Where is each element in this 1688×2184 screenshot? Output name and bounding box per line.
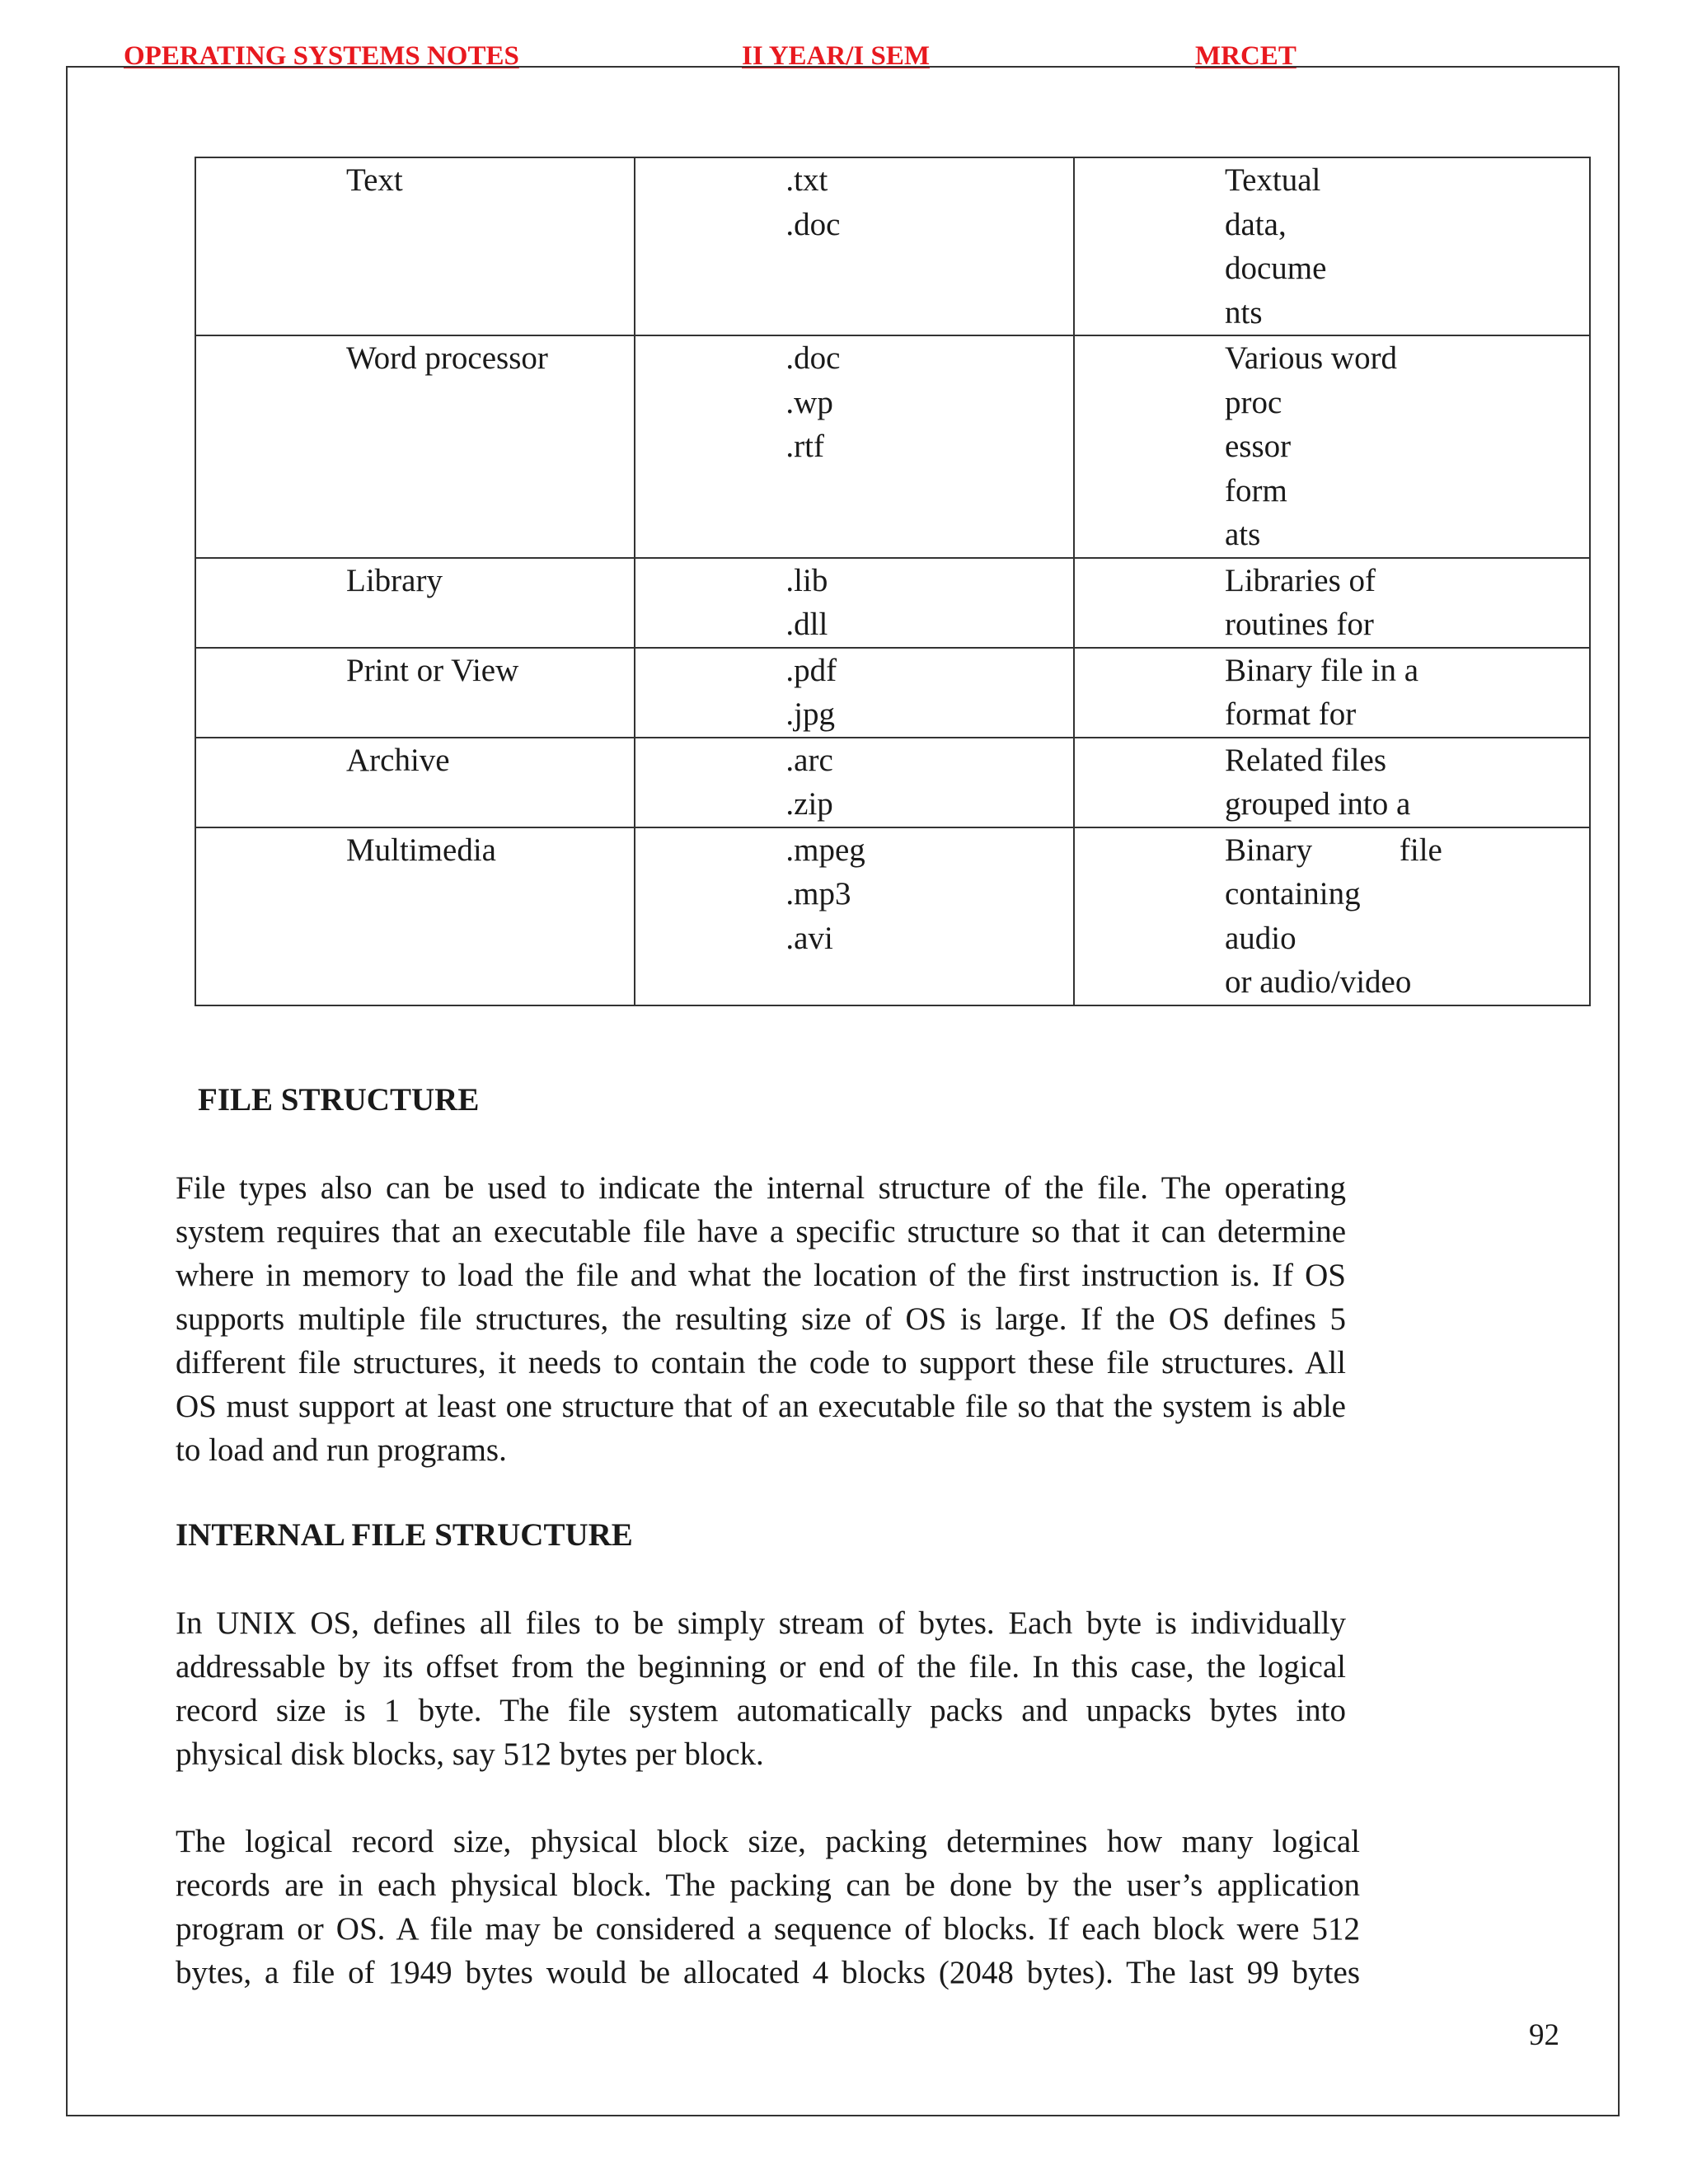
extension: .txt <box>785 162 828 198</box>
header-year-semester: II YEAR/I SEM <box>742 41 930 71</box>
function-text: routines for <box>1225 607 1374 642</box>
table-row <box>195 558 1590 648</box>
extensions-cell <box>635 738 1074 827</box>
paragraph-line: system requires that an executable file have a specific structure so that it can determine <box>176 1214 1346 1249</box>
function-text: format for <box>1225 696 1357 732</box>
paragraph-line: to load and run programs. <box>176 1432 507 1468</box>
extensions-cell <box>635 827 1074 1005</box>
internal-structure-paragraph-1 <box>176 1601 1346 1776</box>
file-type-cell <box>195 335 635 558</box>
function-cell <box>1074 738 1590 827</box>
function-text: Libraries of <box>1225 562 1376 598</box>
function-text: proc <box>1225 384 1282 420</box>
extension: .pdf <box>785 652 837 688</box>
file-type-cell <box>195 558 635 648</box>
function-text: audio <box>1225 920 1296 956</box>
function-cell <box>1074 827 1590 1005</box>
extension: .avi <box>785 920 833 956</box>
table-row <box>195 827 1590 1005</box>
function-text: containing <box>1225 876 1361 912</box>
function-cell <box>1074 558 1590 648</box>
file-type-name: Archive <box>346 742 450 778</box>
extension: .lib <box>785 562 828 598</box>
file-type-name: Multimedia <box>346 832 496 868</box>
table-row <box>195 335 1590 558</box>
function-text: form <box>1225 472 1287 509</box>
function-text: essor <box>1225 429 1292 464</box>
function-text: Binary file <box>1225 832 1442 868</box>
paragraph-line: File types also can be used to indicate the internal structure of the file. The operating <box>176 1170 1346 1206</box>
extension: .dll <box>785 607 828 642</box>
function-text: grouped into a <box>1225 786 1411 822</box>
extension: .mpeg <box>785 832 865 868</box>
function-text: data, <box>1225 206 1287 242</box>
file-structure-paragraph <box>176 1166 1346 1472</box>
paragraph-line: physical disk blocks, say 512 bytes per block. <box>176 1736 764 1772</box>
paragraph-line: The logical record size, physical block size, packing determines how many logical <box>176 1824 1360 1859</box>
function-cell <box>1074 157 1590 335</box>
paragraph-line: where in memory to load the file and what the location of the first instruction is. If OS <box>176 1258 1346 1293</box>
paragraph-line: addressable by its offset from the beginning or end of the file. In this case, the logical <box>176 1649 1346 1685</box>
function-text: docume <box>1225 251 1327 286</box>
extensions-cell <box>635 648 1074 738</box>
internal-file-structure-heading: INTERNAL FILE STRUCTURE <box>176 1517 633 1553</box>
function-text: or audio/video <box>1225 964 1412 1000</box>
function-text: nts <box>1225 294 1263 330</box>
paragraph-line: OS must support at least one structure that of an executable file so that the system is able <box>176 1389 1346 1424</box>
file-type-cell <box>195 157 635 335</box>
extensions-cell <box>635 558 1074 648</box>
extension: .jpg <box>785 696 835 732</box>
function-text: Binary file in a <box>1225 652 1419 688</box>
header-institution: MRCET <box>1195 41 1296 71</box>
file-type-cell <box>195 648 635 738</box>
function-text: ats <box>1225 517 1261 552</box>
paragraph-line: different file structures, it needs to contain the code to support these file structures. All <box>176 1345 1346 1380</box>
paragraph-line: records are in each physical block. The packing can be done by the user’s application <box>176 1868 1360 1903</box>
paragraph-line: program or OS. A file may be considered a sequence of blocks. If each block were 512 <box>176 1911 1360 1947</box>
paragraph-line: bytes, a file of 1949 bytes would be allocated 4 blocks (2048 bytes). The last 99 bytes <box>176 1955 1360 1990</box>
extension: .doc <box>785 206 841 242</box>
page-number: 92 <box>1529 2018 1559 2052</box>
function-text: Textual <box>1225 162 1321 198</box>
table-row <box>195 738 1590 827</box>
function-text: Various word <box>1225 340 1398 376</box>
extensions-cell <box>635 157 1074 335</box>
file-type-name: Print or View <box>346 652 519 688</box>
extension: .mp3 <box>785 876 851 912</box>
paragraph-line: In UNIX OS, defines all files to be simply stream of bytes. Each byte is individually <box>176 1605 1346 1641</box>
file-types-table <box>195 157 1591 1006</box>
file-structure-heading: FILE STRUCTURE <box>198 1082 480 1118</box>
extension: .zip <box>785 786 833 822</box>
paragraph-line: record size is 1 byte. The file system automatically packs and unpacks bytes into <box>176 1693 1346 1728</box>
extension: .rtf <box>785 429 824 464</box>
function-text: Related files <box>1225 742 1387 778</box>
paragraph-line: supports multiple file structures, the resulting size of OS is large. If the OS defines 5 <box>176 1301 1346 1337</box>
function-cell <box>1074 335 1590 558</box>
extensions-cell <box>635 335 1074 558</box>
function-cell <box>1074 648 1590 738</box>
file-type-name: Word processor <box>346 340 548 376</box>
internal-structure-paragraph-2 <box>176 1820 1360 1994</box>
extension: .wp <box>785 384 833 420</box>
file-type-cell <box>195 738 635 827</box>
header-course-title: OPERATING SYSTEMS NOTES <box>124 41 519 71</box>
table-row <box>195 157 1590 335</box>
file-type-cell <box>195 827 635 1005</box>
table-row <box>195 648 1590 738</box>
extension: .arc <box>785 742 833 778</box>
file-type-name: Text <box>346 162 403 198</box>
file-type-name: Library <box>346 562 443 598</box>
extension: .doc <box>785 340 841 376</box>
